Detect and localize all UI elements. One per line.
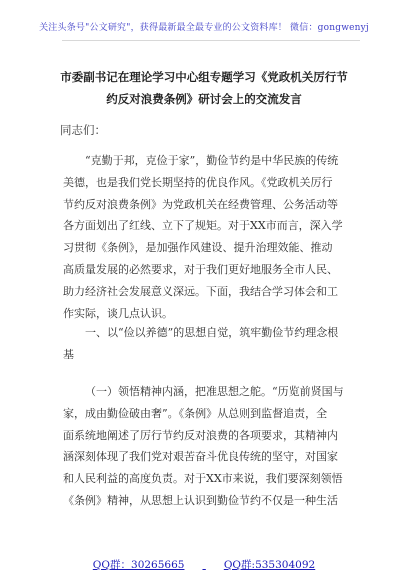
footer-qq-group-2[interactable]: QQ群:535304092 xyxy=(223,559,316,571)
text-line: 基 xyxy=(63,347,74,361)
text-line: 美德，也是我们党长期坚持的优良作风。《党政机关厉行 xyxy=(63,175,333,189)
text-line: 面系统地阐述了厉行节约反对浪费的各项要求，其精神内 xyxy=(63,428,338,442)
text-line: （一）领悟精神内涵，把准思想之舵。“历览前贤国与 xyxy=(85,385,344,398)
title-line: 约反对浪费条例》研讨会上的交流发言 xyxy=(106,92,302,106)
text-line: 作实际，谈几点认识。 xyxy=(63,306,173,320)
paragraph-intro xyxy=(63,150,350,324)
text-line: 一、以“俭以养德”的思想自觉，筑牢勤俭节约理念根 xyxy=(85,326,339,339)
footer-contacts xyxy=(0,557,408,572)
document-title xyxy=(40,66,368,110)
text-line: 高质量发展的必然要求，对于我们更好地服务全市人民、 xyxy=(63,262,338,276)
text-line: 《条例》精神，从思想上认识到勤俭节约不仅是一种生活 xyxy=(63,493,338,507)
text-line: “克勤于邦，克俭于家”，勤俭节约是中华民族的传统 xyxy=(85,154,339,167)
footer-qq-group-1[interactable]: QQ群：30265665 xyxy=(92,559,185,571)
header-banner: 关注头条号"公文研究"，获得最新最全最专业的公文资料库！ 微信：gongwenyj xyxy=(39,23,369,33)
header-divider xyxy=(62,40,360,41)
text-line: 习贯彻《条例》，是加强作风建设、提升治理效能、推动 xyxy=(63,241,333,255)
text-line: 助力经济社会发展意义深远。下面，我结合学习体会和工 xyxy=(63,284,338,298)
text-line: 各方面划出了红线、立下了规矩。对于XX市而言，深入学 xyxy=(63,219,343,233)
paragraph-1-1 xyxy=(63,381,350,512)
title-line: 市委副书记在理论学习中心组专题学习《党政机关厉行节 xyxy=(60,70,348,84)
text-line: 节约反对浪费条例》为党政机关在经费管理、公务活动等 xyxy=(63,197,338,211)
salutation: 同志们： xyxy=(60,123,106,137)
text-line: 和人民利益的高度负责。对于XX市来说，我们要深刻领悟 xyxy=(63,472,343,486)
section-heading-1 xyxy=(63,322,350,366)
text-line: 涵深刻体现了我们党对艰苦奋斗优良传统的坚守，对国家 xyxy=(63,450,338,464)
text-line: 家，成由勤俭破由奢”。《条例》从总则到监督追责，全 xyxy=(63,406,328,420)
